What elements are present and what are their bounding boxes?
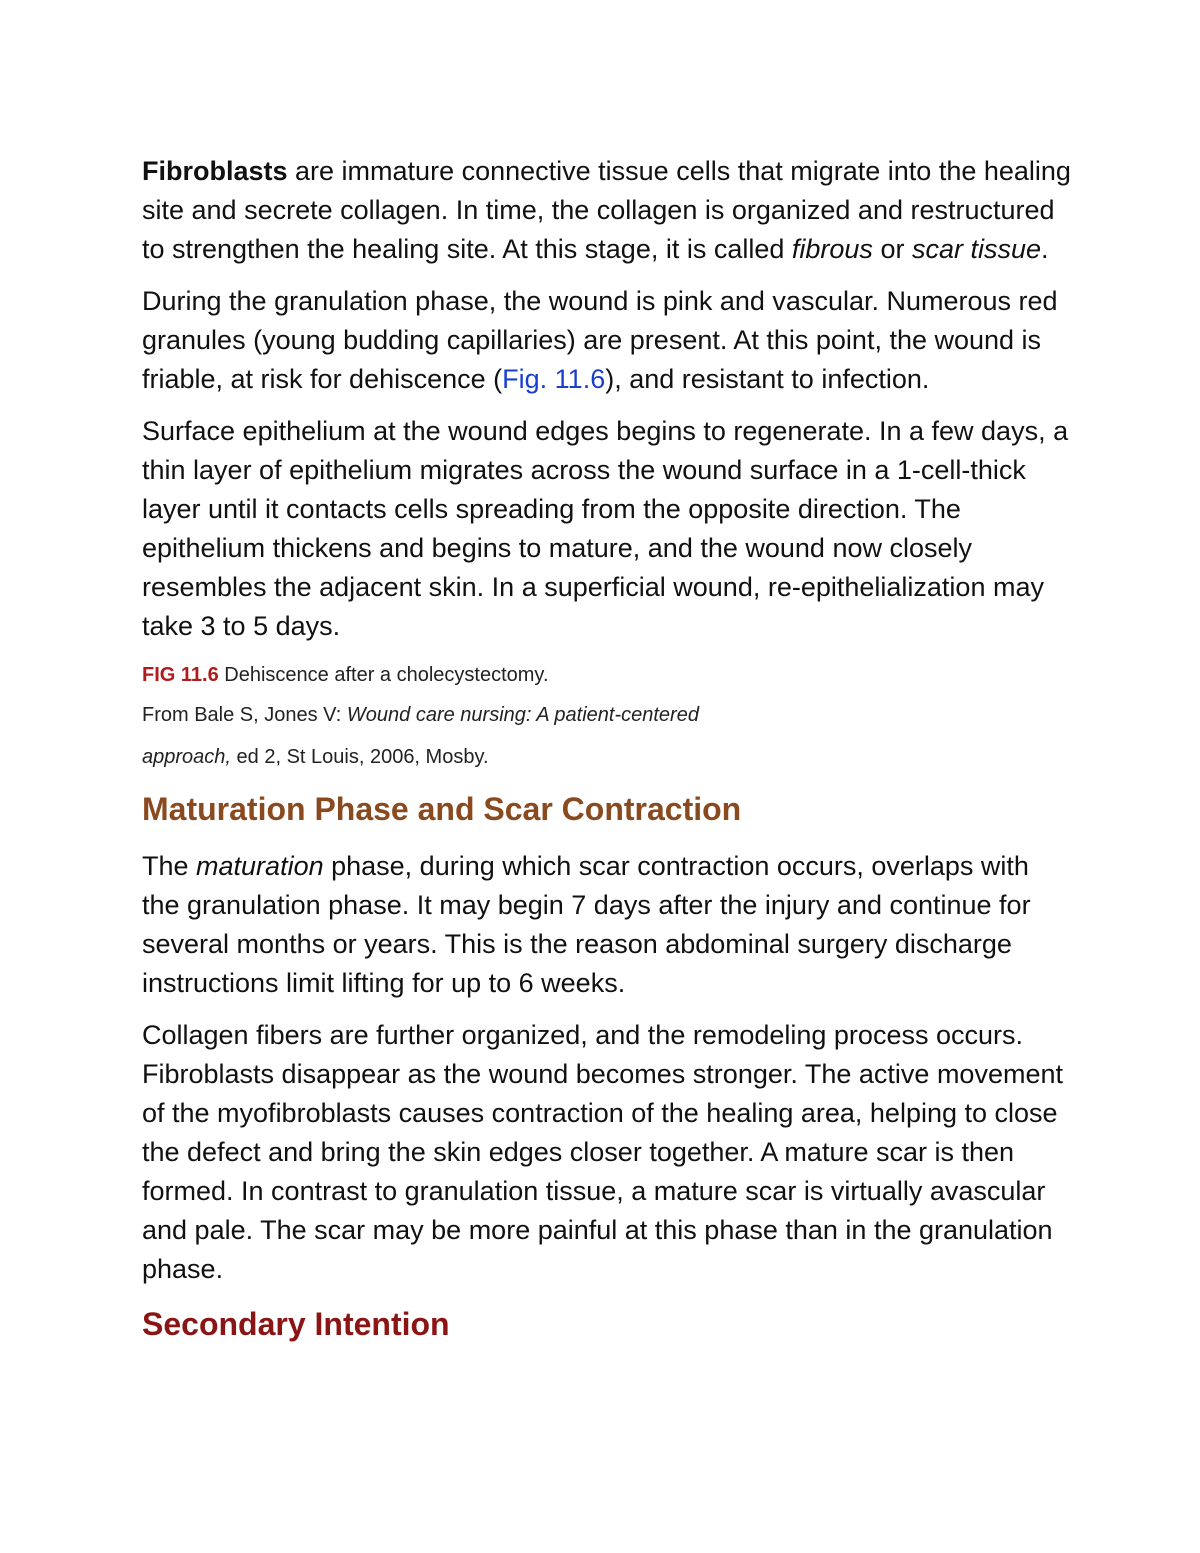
term-fibroblasts: Fibroblasts bbox=[142, 156, 288, 186]
figure-label: FIG 11.6 bbox=[142, 664, 219, 686]
italic-term: maturation bbox=[196, 851, 324, 881]
italic-term: fibrous bbox=[791, 234, 873, 264]
paragraph-maturation bbox=[142, 847, 1072, 1003]
heading-secondary-intention: Secondary Intention bbox=[142, 1306, 450, 1342]
paragraph-text: phase, during which scar contraction occurs, overlaps with the granulation phase. It may begin 7 days after the injury and continue for several months or years. This is the reason abdominal surgery discharge instructions limit lifting for up to 6 weeks. bbox=[142, 851, 1031, 998]
paragraph-text: . bbox=[1041, 234, 1049, 264]
source-prefix: From Bale S, Jones V: bbox=[142, 704, 347, 726]
figure-link[interactable]: Fig. 11.6 bbox=[502, 364, 606, 394]
italic-term: scar tissue bbox=[911, 234, 1041, 264]
paragraph-text: During the granulation phase, the wound is pink and vascular. Numerous red granules (young budding capillaries) are present. At this point, the wound is friable, at risk for dehiscence ( bbox=[142, 286, 1058, 394]
paragraph-text: or bbox=[872, 234, 912, 264]
figure-source-line1 bbox=[142, 699, 1072, 731]
figure-caption-text: Dehiscence after a cholecystectomy. bbox=[218, 664, 549, 686]
paragraph-text: The bbox=[142, 851, 197, 881]
paragraph-text: are immature connective tissue cells that migrate into the healing site and secrete collagen. In time, the collagen is organized and restructured to strengthen the healing site. At this stage, it is called bbox=[142, 156, 1071, 264]
paragraph-granulation bbox=[142, 282, 1072, 399]
heading-maturation: Maturation Phase and Scar Contraction bbox=[142, 791, 742, 827]
paragraph-fibroblasts bbox=[142, 152, 1072, 269]
paragraph-collagen: Collagen fibers are further organized, and the remodeling process occurs. Fibroblasts disappear as the wound becomes stronger. The active movement of the myofibroblasts causes contraction of the healing area, helping to close the defect and bring the skin edges closer together. A mature scar is then formed. In contrast to granulation tissue, a mature scar is virtually avascular and pale. The scar may be more painful at this phase than in the granulation phase. bbox=[142, 1020, 1063, 1284]
source-title-cont: approach, bbox=[142, 746, 231, 768]
source-suffix: ed 2, St Louis, 2006, Mosby. bbox=[230, 746, 489, 768]
figure-caption bbox=[142, 659, 1072, 691]
figure-source-line2 bbox=[142, 741, 1072, 773]
paragraph-text: ), and resistant to infection. bbox=[605, 364, 930, 394]
document-page bbox=[142, 152, 1072, 1362]
source-title: Wound care nursing: A patient-centered bbox=[346, 704, 699, 726]
paragraph-epithelium: Surface epithelium at the wound edges begins to regenerate. In a few days, a thin layer of epithelium migrates across the wound surface in a 1-cell-thick layer until it contacts cells spreading from the opposite direction. The epithelium thickens and begins to mature, and the wound now closely resembles the adjacent skin. In a superficial wound, re-epithelialization may take 3 to 5 days. bbox=[142, 416, 1069, 641]
